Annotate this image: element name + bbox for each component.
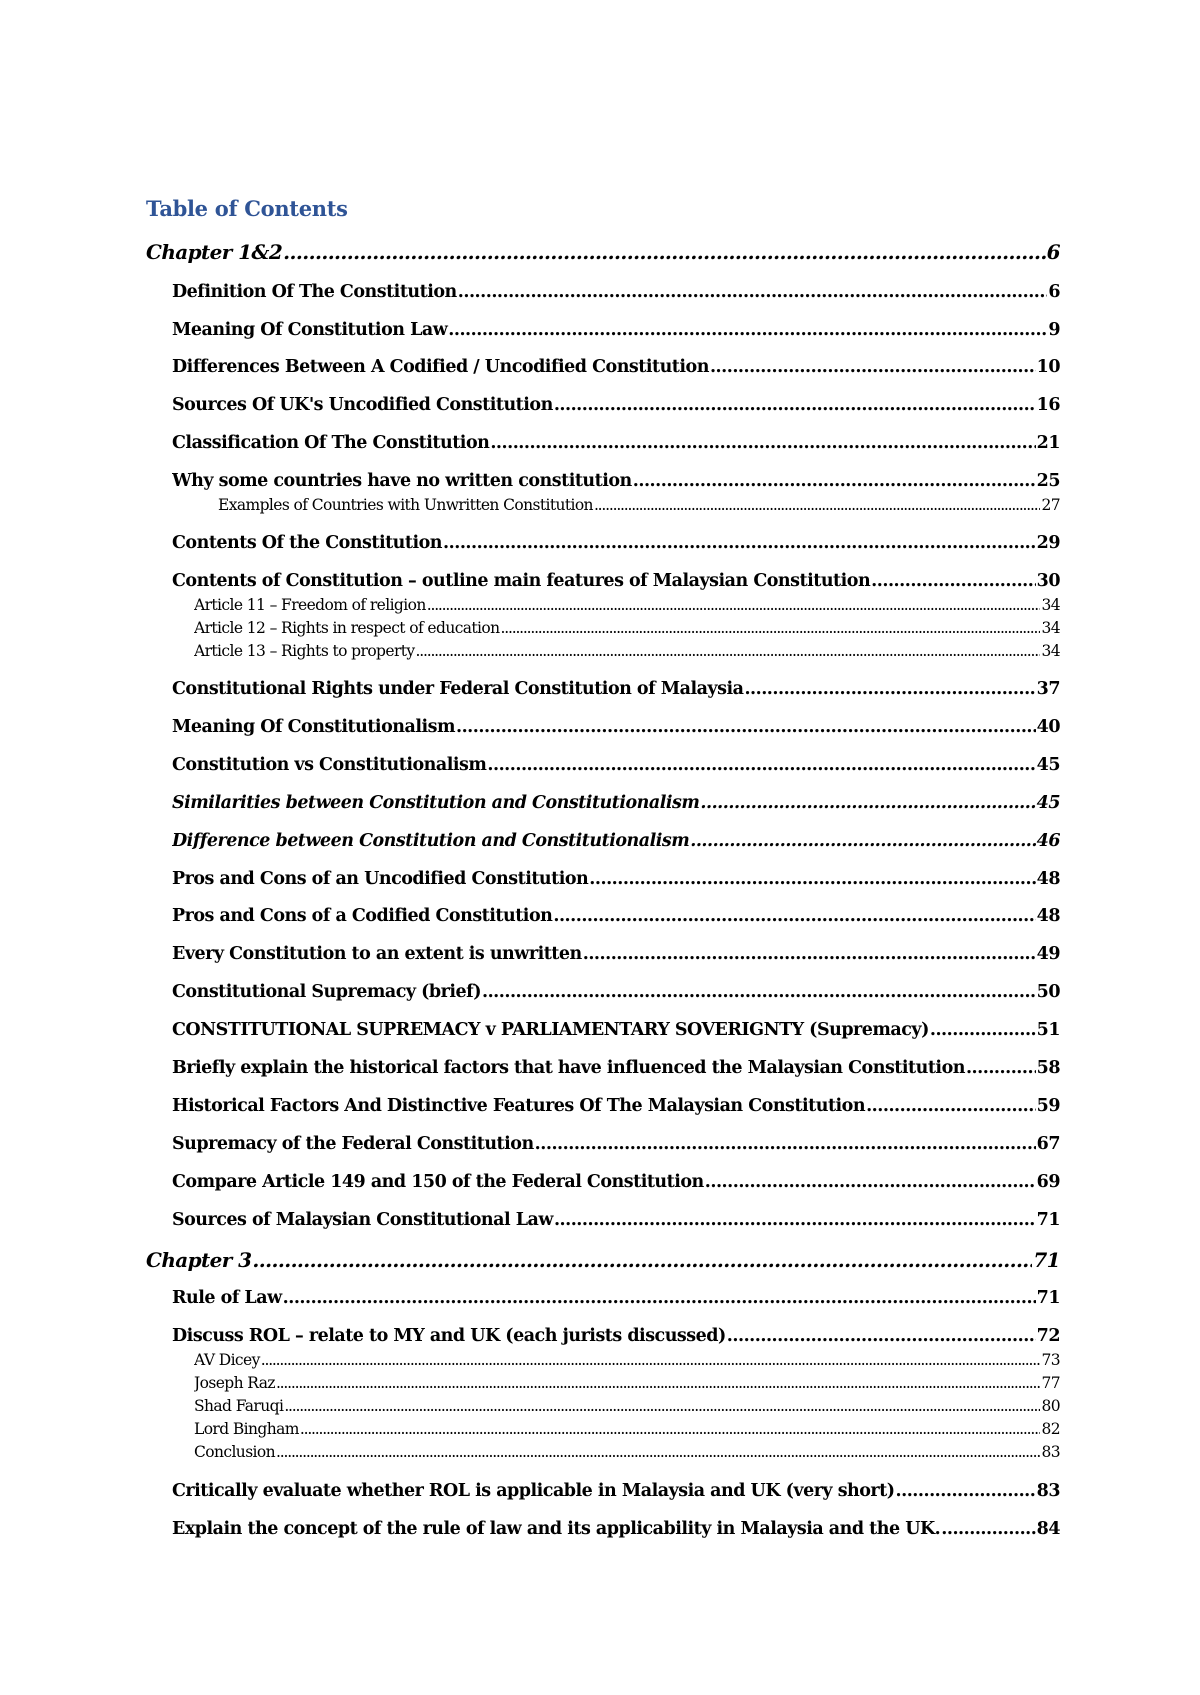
toc-page-number: 73 [1041,1351,1060,1369]
toc-entry-label: Sources Of UK's Uncodified Constitution [172,395,553,415]
toc-entry-label: Pros and Cons of a Codified Constitution [172,906,553,926]
dot-leader [700,793,1035,813]
dot-leader [443,533,1036,553]
toc-entry[interactable] [172,982,1060,1002]
toc-page-number: 49 [1036,944,1060,964]
toc-entry-label: Examples of Countries with Unwritten Constitution [218,496,593,514]
dot-leader [458,282,1048,302]
toc-entry-label: Supremacy of the Federal Constitution [172,1134,534,1154]
toc-subentry[interactable] [194,596,1060,614]
toc-entry-chapter-1-2[interactable] [146,240,1060,264]
toc-entry[interactable] [172,395,1060,415]
toc-entry-label: Contents of Constitution – outline main features of Malaysian Constitution [172,571,871,591]
dot-leader [594,496,1041,514]
toc-page-number: 69 [1036,1172,1060,1192]
toc-page-number: 25 [1036,471,1060,491]
dot-leader [690,831,1035,851]
dot-leader [456,717,1036,737]
dot-leader [966,1058,1036,1078]
dot-leader [705,1172,1036,1192]
toc-subentry[interactable] [194,642,1060,660]
dot-leader [710,357,1036,377]
toc-page-number: 45 [1036,793,1060,813]
toc-entry-label: Shad Faruqi [194,1397,284,1415]
toc-entry[interactable] [172,282,1060,302]
toc-subentry[interactable] [194,1443,1060,1461]
toc-entry-label: Constitutional Supremacy (brief) [172,982,481,1002]
toc-entry-label: Contents Of the Constitution [172,533,443,553]
dot-leader [727,1326,1036,1346]
toc-page-number: 50 [1036,982,1060,1002]
toc-page-number: 80 [1041,1397,1060,1415]
toc-entry-label: Critically evaluate whether ROL is applicable in Malaysia and UK (very short) [172,1481,895,1501]
toc-subentry[interactable] [194,619,1060,637]
dot-leader [633,471,1036,491]
dot-leader [283,1288,1036,1308]
toc-subentry[interactable] [218,496,1060,514]
toc-entry[interactable] [172,1172,1060,1192]
toc-page-number: 30 [1036,571,1060,591]
dot-leader [427,596,1041,614]
toc-entry-label: Sources of Malaysian Constitutional Law [172,1210,553,1230]
toc-page-number: 72 [1036,1326,1060,1346]
dot-leader [501,619,1041,637]
toc-entry[interactable] [172,717,1060,737]
toc-entry-label: Compare Article 149 and 150 of the Federal Constitution [172,1172,704,1192]
dot-leader [482,982,1036,1002]
toc-page-number: 71 [1036,1210,1060,1230]
toc-entry-label: Classification Of The Constitution [172,433,490,453]
toc-entry[interactable] [172,433,1060,453]
toc-page-number: 71 [1036,1288,1060,1308]
toc-subentry[interactable] [194,1397,1060,1415]
toc-entry-label: Meaning Of Constitutionalism [172,717,455,737]
dot-leader [300,1420,1041,1438]
toc-page-number: 71 [1033,1248,1060,1272]
toc-page-number: 16 [1036,395,1060,415]
dot-leader [583,944,1036,964]
toc-entry-label: Briefly explain the historical factors that have influenced the Malaysian Constitution [172,1058,965,1078]
toc-entry-label: CONSTITUTIONAL SUPREMACY v PARLIAMENTARY SOVERIGNTY (Supremacy) [172,1020,929,1040]
toc-entry-chapter-3[interactable] [146,1248,1060,1272]
toc-entry[interactable] [172,1020,1060,1040]
toc-entry-label: Conclusion [194,1443,276,1461]
toc-entry[interactable] [172,1134,1060,1154]
toc-entry[interactable] [172,869,1060,889]
toc-entry[interactable] [172,357,1060,377]
toc-entry-label: Meaning Of Constitution Law [172,320,448,340]
toc-entry[interactable] [172,320,1060,340]
toc-page-number: 82 [1041,1420,1060,1438]
toc-page-number: 48 [1036,906,1060,926]
dot-leader [744,679,1035,699]
toc-entry[interactable] [172,679,1060,699]
toc-page-number: 58 [1036,1058,1060,1078]
toc-entry[interactable] [172,1326,1060,1346]
dot-leader [252,1248,1032,1272]
dot-leader [276,1443,1040,1461]
toc-page-number: 37 [1036,679,1060,699]
toc-entry-label: AV Dicey [194,1351,260,1369]
toc-page-number: 6 [1046,240,1060,264]
toc-entry-label: Article 11 – Freedom of religion [194,596,426,614]
toc-page-number: 59 [1036,1096,1060,1116]
toc-page-number: 29 [1036,533,1060,553]
toc-subentry[interactable] [194,1351,1060,1369]
dot-leader [490,433,1035,453]
dot-leader [261,1351,1041,1369]
toc-entry-label: Discuss ROL – relate to MY and UK (each jurists discussed) [172,1326,726,1346]
toc-page-number: 34 [1041,596,1060,614]
toc-page-number: 34 [1041,642,1060,660]
toc-entry-label: Rule of Law [172,1288,282,1308]
toc-entry-label: Article 12 – Rights in respect of education [194,619,500,637]
toc-entry-label: Chapter 1&2 [146,240,283,264]
toc-page-number: 21 [1036,433,1060,453]
dot-leader [553,906,1035,926]
toc-entry-label: Historical Factors And Distinctive Features Of The Malaysian Constitution [172,1096,866,1116]
toc-entry-label: Constitutional Rights under Federal Constitution of Malaysia [172,679,744,699]
dot-leader [930,1020,1036,1040]
toc-entry[interactable] [172,793,1060,813]
dot-leader [535,1134,1036,1154]
toc-page-number: 27 [1041,496,1060,514]
toc-entry[interactable] [172,1519,1060,1539]
toc-entry[interactable] [172,533,1060,553]
toc-entry-label: Definition Of The Constitution [172,282,457,302]
toc-entry-label: Similarities between Constitution and Constitutionalism [172,793,700,813]
toc-entry-label: Chapter 3 [146,1248,252,1272]
toc-entry-label: Article 13 – Rights to property [194,642,415,660]
dot-leader [589,869,1035,889]
toc-entry-label: Joseph Raz [194,1374,275,1392]
dot-leader [554,1210,1036,1230]
dot-leader [941,1519,1035,1539]
toc-page-number: 34 [1041,619,1060,637]
dot-leader [866,1096,1036,1116]
toc-entry[interactable] [172,1481,1060,1501]
toc-entry[interactable] [172,906,1060,926]
toc-subentry[interactable] [194,1420,1060,1438]
dot-leader [896,1481,1036,1501]
toc-entry-label: Explain the concept of the rule of law and its applicability in Malaysia and the UK. [172,1519,941,1539]
toc-page-number: 67 [1036,1134,1060,1154]
toc-page-number: 46 [1036,831,1060,851]
toc-entry-label: Pros and Cons of an Uncodified Constitution [172,869,589,889]
toc-entry[interactable] [172,471,1060,491]
toc-entry[interactable] [172,755,1060,775]
toc-entry[interactable] [172,1096,1060,1116]
toc-entry-label: Lord Bingham [194,1420,299,1438]
toc-entry[interactable] [172,944,1060,964]
dot-leader [284,1397,1040,1415]
toc-page-number: 45 [1036,755,1060,775]
toc-entry-label: Every Constitution to an extent is unwritten [172,944,582,964]
dot-leader [871,571,1035,591]
toc-page-number: 48 [1036,869,1060,889]
toc-page-number: 40 [1036,717,1060,737]
toc-page-number: 9 [1048,320,1060,340]
toc-entry-label: Constitution vs Constitutionalism [172,755,487,775]
dot-leader [283,240,1046,264]
dot-leader [554,395,1036,415]
toc-entry[interactable] [172,1210,1060,1230]
toc-subentry[interactable] [194,1374,1060,1392]
toc-entry[interactable] [172,831,1060,851]
toc-page-number: 84 [1036,1519,1060,1539]
toc-entry-label: Difference between Constitution and Constitutionalism [172,831,690,851]
toc-entry-label: Why some countries have no written constitution [172,471,632,491]
toc-entry[interactable] [172,571,1060,591]
dot-leader [448,320,1047,340]
toc-entry[interactable] [172,1288,1060,1308]
toc-page-number: 83 [1041,1443,1060,1461]
toc-entry[interactable] [172,1058,1060,1078]
toc-page-number: 6 [1048,282,1060,302]
toc-title: Table of Contents [146,196,348,221]
toc-page-number: 10 [1036,357,1060,377]
dot-leader [276,1374,1041,1392]
toc-entry-label: Differences Between A Codified / Uncodified Constitution [172,357,709,377]
toc-page-number: 51 [1036,1020,1060,1040]
toc-page-number: 83 [1036,1481,1060,1501]
dot-leader [487,755,1035,775]
toc-page-number: 77 [1041,1374,1060,1392]
dot-leader [416,642,1041,660]
